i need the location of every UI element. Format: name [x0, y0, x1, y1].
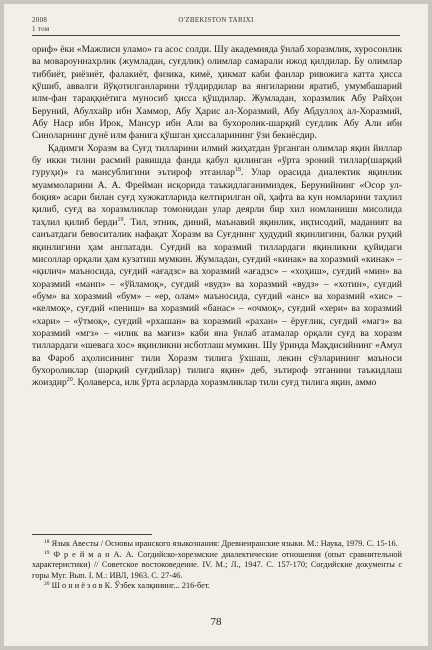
header-volume: 1 том — [32, 25, 50, 33]
footnote-18: $^{18}$ Язык Авесты / Основы иранского языкознания: Древнеиранские языки. М.: Наука, 1979. С. 15-16. — [44, 539, 398, 548]
footnotes — [32, 539, 402, 592]
body-text — [32, 44, 402, 390]
paragraph-2: Қадимги Хоразм ва Суғд тилларини илмий жиҳатдан ўрганган олимлар яқин йиллар бу икки тилни расмий равишда фанда қабул қилинган «ўрта эроний тиллар(шарқий гуруҳи)» га мансублигини эътироф этганлар$^{18}$. Улар орасида диалектик яқинлик муаммоларини А. А. Фрейман исқорида таъкидлаганимиздек, Берунийнинг «Осор ул-боқия» асари билан суғд хужжатларида келтирилган ой, ҳафта ва кун номларини таҳлил қилиб, суғд ва хоразмликлар томонидан улар деярли бир хил номланиши мисолида таҳлил қилиб берди$^{19}$. Тил, этник, диний, маънавий яқинлик, иқтисодий, маданият ва санъатдаги бевоситалик нафақат Хоразм ва Суғднинг ҳудудий яқинлигини, балки руҳий яқинлигини ҳам англатади. Суғдий ва хоразмий тиллардаги яқинликни қуйидаги мисоллар орқали ҳам кузатиш мумкин. Жумладан, суғдий «кинак» ва хоразмий «кинак» – «қилич» маъносида, суғдий «ағадзс» ва хоразмий «ағадзс» – «хоҳиш», суғдий «мин» ва хоразмий «манп» – «ўйламоқ», суғдий «вудз» ва хоразмий «вудз» – «хотин», суғдий «бум» ва хоразмий «бум» – «ер, олам» маъносида, суғдий «анс» ва хоразмий «хис» – «келмоқ», суғдий «пениш» ва хоразмий «банас» – «очмоқ», суғдий «хери» ва хоразмий «хари» – «ўтмоқ», суғдий «рхашан» ва хоразмий «рахан» – ёруғлик, суғдий «магз» ва хоразмий «мгз» – «илик ва мағиз» каби яна ўнлаб атамалар орқали суғд ва хоразм тиллардаги «шевага хос» яқинликни исботлаш мумкин. Шу ўринда Мақдисийнинг «Амул ва Фароб аҳолисининг тили Хоразм тилига ўхшаш, лекин сўзларининг маъноси бухороликлар (шарқий суғдийлар) тилига яқин» деб, эътироф этганини таъкидлаш жоиздир$^{20}$. Қолаверса, илк ўрта асрларда хоразмликлар тили суғд тилига яқин, аммо — [32, 142, 402, 389]
footnote-19: $^{19}$ Ф р е й м а н А. А. Согдийско-хорезмские диалектические отношения (опыт сравнительной характеристики) // Советское востоковедение. IV. М.; Л., 1947. С. 157-170; Согдийские документы с горы Муг. Вып. I. М.: ИВЛ, 1963. С. 27-46. — [32, 549, 402, 580]
footnote-rule — [32, 534, 152, 535]
page-number: 78 — [210, 616, 222, 628]
header-title: O'ZBEKISTON TARIXI — [178, 16, 254, 24]
footnote-ref-18[interactable]: 18 — [234, 167, 241, 174]
footnote-ref-19[interactable]: 19 — [117, 216, 124, 223]
header-year: 2008 — [32, 16, 48, 24]
footnote-ref-20[interactable]: 20 — [66, 377, 73, 384]
footnote-20: $^{20}$ Ш о н и ё з о в К. Ўзбек халқининг... 216-бет. — [44, 581, 210, 591]
document-page — [4, 4, 428, 646]
paragraph-1: ориф» ёки «Мажлиси уламо» га асос солди. Шу академияда ўнлаб хоразмлик, хуросонлик ва мовароуннахрлик (жумладан, суғдлик) олимлар самарали ижод қилдилар. Бу олимлар тиббиёт, риёзиёт, фалакиёт, физика, кимё, ҳикмат каби фанлар ривожига катта ҳисса қўшиб, аввалги йўқотилганларини тўлдирдилар ва янгиларини яратиб, умумбашарий илм-фан тараққиётига муносиб ҳисса қўшдилар. Жумладан, хоразмлик Абу Райҳон Беруний, Абулхайр ибн Хаммор, Абу Ҳарис ал-Хоразмий, Абу Абдуллоҳ ал-Хоразмий, Абу Наср ибн Ирок, Мансур ибн Али ва бухоролик-шарқий суғдлик Абу Али ибн Синоларнинг дунё илм фанига қўшган ҳиссаларининг ўзи бекиёсдир. — [32, 44, 402, 142]
running-header — [32, 16, 400, 36]
header-rule — [32, 35, 400, 36]
